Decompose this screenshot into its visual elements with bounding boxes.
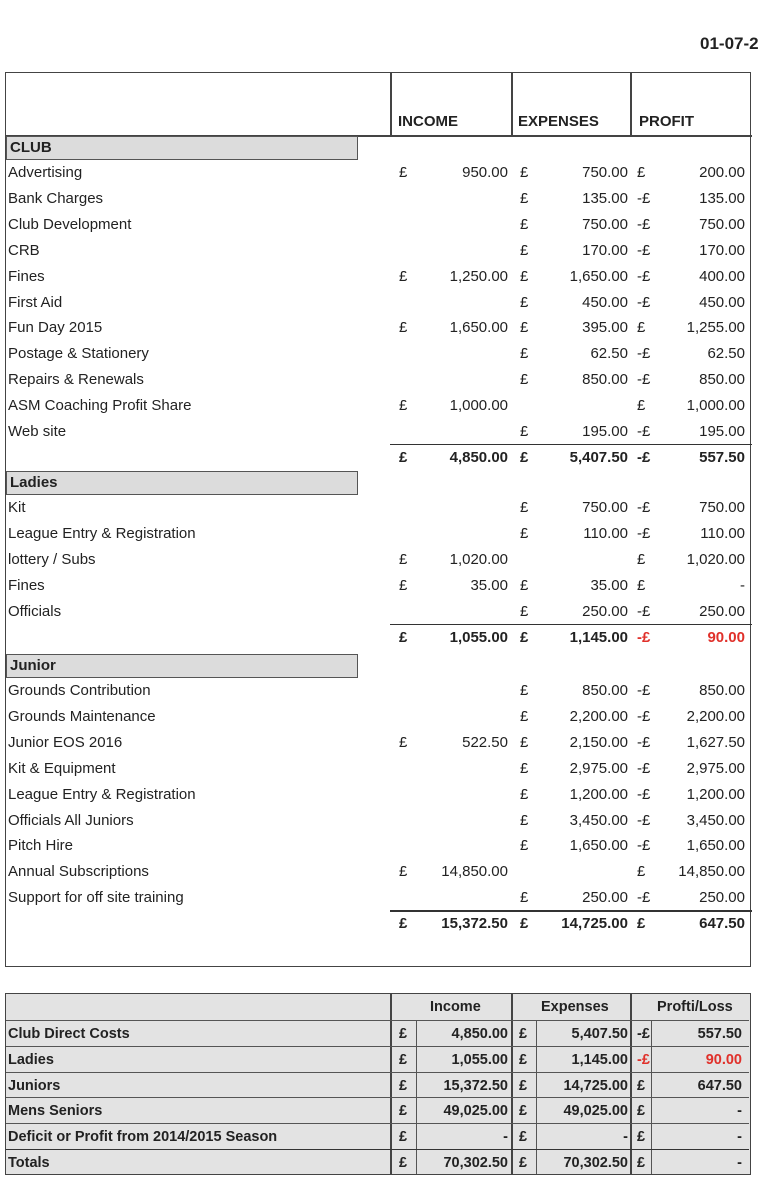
profit-value: 1,020.00: [686, 550, 745, 568]
currency-symbol: £: [399, 397, 408, 415]
profit-sign: -£: [637, 811, 651, 829]
row-label: Kit & Equipment: [8, 759, 116, 777]
profit-sign: £: [637, 550, 646, 568]
currency-symbol: £: [520, 345, 529, 363]
expense-value: 395.00: [582, 319, 628, 337]
section-header: CLUB: [6, 136, 358, 160]
summary-label: Totals: [8, 1155, 50, 1171]
ledger-row: [6, 704, 752, 729]
summary-income-header: Income: [430, 999, 481, 1015]
profit-sign: £: [637, 915, 646, 933]
currency-symbol: £: [520, 293, 529, 311]
expense-value: 1,650.00: [569, 837, 628, 855]
row-label: Pitch Hire: [8, 837, 74, 855]
header-divider: [630, 73, 632, 136]
expense-value: 170.00: [582, 241, 628, 259]
profit-value: 2,200.00: [686, 707, 745, 725]
profit-value: 850.00: [699, 371, 745, 389]
profit-sign: -£: [637, 733, 651, 751]
profit-header: PROFIT: [639, 113, 694, 130]
row-label: Repairs & Renewals: [8, 371, 144, 389]
expense-value: 35.00: [590, 576, 628, 594]
profit-value: 14,850.00: [678, 863, 745, 881]
ledger-row: [6, 160, 752, 185]
summary-income: 70,302.50: [443, 1155, 508, 1171]
currency-symbol: £: [520, 524, 529, 542]
profit-value: 62.50: [707, 345, 745, 363]
profit-value: 110.00: [700, 524, 745, 542]
row-label: Grounds Contribution: [8, 682, 151, 699]
ledger-row: [6, 547, 752, 572]
ledger-row: [6, 521, 752, 546]
profit-sign: -£: [637, 215, 651, 233]
ledger-row: [6, 756, 752, 781]
summary-label: Club Direct Costs: [8, 1026, 130, 1042]
summary-expense: -: [623, 1129, 628, 1146]
profit-value: 2,975.00: [686, 759, 745, 777]
ledger-row: [6, 573, 752, 598]
summary-row: [6, 1123, 749, 1149]
profit-value: 3,450.00: [686, 811, 745, 829]
header-divider: [511, 73, 513, 136]
profit-value: 135.00: [699, 189, 745, 207]
total-row: [6, 911, 752, 936]
expense-value: 1,650.00: [569, 267, 628, 285]
summary-expense: 14,725.00: [563, 1077, 628, 1094]
currency-symbol: £: [399, 863, 408, 881]
profit-sign: £: [637, 1129, 646, 1146]
summary-income: 15,372.50: [443, 1077, 508, 1094]
profit-value: 1,627.50: [686, 733, 745, 751]
profit-sign: -£: [637, 682, 651, 699]
expense-value: 2,200.00: [569, 707, 628, 725]
summary-profit: -: [737, 1129, 742, 1146]
summary-profit-header: Profti/Loss: [657, 999, 733, 1015]
expense-total: 14,725.00: [561, 915, 628, 933]
income-value: 950.00: [462, 164, 508, 181]
ledger-row: [6, 419, 752, 444]
profit-value: 750.00: [699, 499, 745, 516]
row-label: Officials All Juniors: [8, 811, 134, 829]
ledger-row: [6, 393, 752, 418]
row-label: League Entry & Registration: [8, 524, 196, 542]
expense-total: 1,145.00: [569, 628, 628, 646]
income-header: INCOME: [398, 113, 458, 130]
summary-income: 1,055.00: [451, 1051, 508, 1068]
section-header: Junior: [6, 654, 358, 678]
profit-sign: -£: [637, 889, 651, 907]
currency-symbol: £: [520, 241, 529, 259]
expense-value: 3,450.00: [569, 811, 628, 829]
currency-symbol: £: [519, 1051, 528, 1068]
currency-symbol: £: [399, 1077, 408, 1094]
profit-value: 250.00: [699, 889, 745, 907]
profit-value: 250.00: [699, 602, 745, 620]
row-label: Bank Charges: [8, 189, 104, 207]
currency-symbol: £: [520, 319, 529, 337]
profit-sign: -£: [637, 448, 651, 466]
summary-profit: 647.50: [697, 1077, 742, 1094]
currency-symbol: £: [520, 733, 529, 751]
income-value: 14,850.00: [441, 863, 508, 881]
expense-value: 750.00: [582, 499, 628, 516]
currency-symbol: £: [520, 448, 529, 466]
currency-symbol: £: [520, 423, 529, 440]
summary-expense: 49,025.00: [563, 1103, 628, 1120]
profit-sign: £: [637, 1155, 646, 1171]
currency-symbol: £: [520, 215, 529, 233]
currency-symbol: £: [399, 1129, 408, 1146]
summary-total-row: [6, 1149, 749, 1175]
profit-sign: -£: [637, 371, 651, 389]
currency-symbol: £: [520, 499, 529, 516]
profit-total: 557.50: [699, 448, 745, 466]
ledger-row: [6, 212, 752, 237]
row-label: Fines: [8, 267, 45, 285]
income-value: 1,000.00: [449, 397, 508, 415]
section-header: Ladies: [6, 471, 358, 495]
ledger-row: [6, 367, 752, 392]
expense-value: 850.00: [582, 371, 628, 389]
income-value: 522.50: [462, 733, 508, 751]
profit-value: 1,650.00: [686, 837, 745, 855]
currency-symbol: £: [519, 1103, 528, 1120]
income-total: 1,055.00: [449, 628, 508, 646]
currency-symbol: £: [399, 1103, 408, 1120]
profit-sign: £: [637, 1077, 646, 1094]
summary-expenses-header: Expenses: [541, 999, 609, 1015]
currency-symbol: £: [519, 1026, 528, 1042]
profit-total: 647.50: [699, 915, 745, 933]
currency-symbol: £: [520, 628, 529, 646]
profit-value: 400.00: [699, 267, 745, 285]
profit-value: -: [740, 576, 745, 594]
currency-symbol: £: [520, 682, 529, 699]
row-label: League Entry & Registration: [8, 785, 196, 803]
currency-symbol: £: [399, 164, 408, 181]
profit-value: 1,255.00: [686, 319, 745, 337]
currency-symbol: £: [519, 1155, 528, 1171]
currency-symbol: £: [399, 267, 408, 285]
profit-value: 450.00: [699, 293, 745, 311]
profit-sign: -£: [637, 267, 651, 285]
ledger-row: [6, 599, 752, 624]
expense-value: 750.00: [582, 164, 628, 181]
currency-symbol: £: [520, 785, 529, 803]
row-label: Grounds Maintenance: [8, 707, 156, 725]
income-total: 4,850.00: [449, 448, 508, 466]
summary-label: Deficit or Profit from 2014/2015 Season: [8, 1129, 278, 1146]
row-label: Junior EOS 2016: [8, 733, 123, 751]
ledger-row: [6, 186, 752, 211]
currency-symbol: £: [399, 915, 408, 933]
currency-symbol: £: [520, 915, 529, 933]
profit-sign: £: [637, 1103, 646, 1120]
profit-sign: £: [637, 164, 646, 181]
currency-symbol: £: [399, 733, 408, 751]
ledger-row: [6, 885, 752, 910]
expense-value: 1,200.00: [569, 785, 628, 803]
summary-table: [5, 993, 751, 1175]
currency-symbol: £: [520, 576, 529, 594]
currency-symbol: £: [520, 267, 529, 285]
summary-row: [6, 1046, 749, 1072]
row-label: Annual Subscriptions: [8, 863, 149, 881]
profit-sign: £: [637, 319, 646, 337]
profit-value: 1,200.00: [686, 785, 745, 803]
ledger-row: [6, 678, 752, 703]
total-row: [6, 445, 752, 470]
profit-sign: -£: [637, 602, 651, 620]
profit-value: 200.00: [699, 164, 745, 181]
income-value: 1,650.00: [449, 319, 508, 337]
profit-sign: -£: [637, 345, 651, 363]
row-label: lottery / Subs: [8, 550, 96, 568]
profit-sign: £: [637, 576, 646, 594]
summary-profit: -: [737, 1103, 742, 1120]
ledger-row: [6, 808, 752, 833]
summary-profit: 90.00: [705, 1051, 742, 1068]
expense-value: 250.00: [582, 602, 628, 620]
expense-value: 195.00: [582, 423, 628, 440]
profit-value: 750.00: [699, 215, 745, 233]
expense-value: 250.00: [582, 889, 628, 907]
currency-symbol: £: [399, 550, 408, 568]
profit-sign: -£: [637, 837, 651, 855]
currency-symbol: £: [399, 1155, 408, 1171]
expense-value: 450.00: [582, 293, 628, 311]
profit-sign: -£: [637, 628, 651, 646]
summary-row: [6, 1020, 749, 1046]
currency-symbol: £: [519, 1129, 528, 1146]
summary-row: [6, 1097, 749, 1123]
currency-symbol: £: [520, 837, 529, 855]
currency-symbol: £: [520, 811, 529, 829]
summary-label: Ladies: [8, 1051, 54, 1068]
currency-symbol: £: [520, 602, 529, 620]
expense-value: 62.50: [590, 345, 628, 363]
ledger-row: [6, 730, 752, 755]
summary-income: -: [503, 1129, 508, 1146]
expense-value: 750.00: [582, 215, 628, 233]
profit-value: 850.00: [699, 682, 745, 699]
row-label: Officials: [8, 602, 62, 620]
profit-value: 170.00: [699, 241, 745, 259]
currency-symbol: £: [399, 448, 408, 466]
expense-value: 850.00: [582, 682, 628, 699]
ledger-row: [6, 859, 752, 884]
profit-value: 195.00: [699, 423, 745, 440]
summary-income: 49,025.00: [443, 1103, 508, 1120]
summary-expense: 1,145.00: [571, 1051, 628, 1068]
profit-sign: -£: [637, 189, 651, 207]
profit-sign: -£: [637, 1051, 650, 1068]
profit-sign: -£: [637, 759, 651, 777]
profit-sign: £: [637, 863, 646, 881]
currency-symbol: £: [520, 759, 529, 777]
ledger-row: [6, 315, 752, 340]
row-label: CRB: [8, 241, 40, 259]
expenses-header: EXPENSES: [518, 113, 599, 130]
profit-sign: -£: [637, 707, 651, 725]
currency-symbol: £: [399, 628, 408, 646]
currency-symbol: £: [520, 189, 529, 207]
profit-total: 90.00: [707, 628, 745, 646]
accounts-sheet: [5, 72, 751, 967]
profit-sign: £: [637, 397, 646, 415]
summary-label: Juniors: [8, 1077, 61, 1094]
expense-value: 135.00: [582, 189, 628, 207]
income-value: 1,020.00: [449, 550, 508, 568]
ledger-row: [6, 341, 752, 366]
currency-symbol: £: [399, 576, 408, 594]
row-label: ASM Coaching Profit Share: [8, 397, 192, 415]
total-row: [6, 625, 752, 650]
currency-symbol: £: [520, 889, 529, 907]
row-label: Support for off site training: [8, 889, 184, 907]
expense-value: 2,150.00: [569, 733, 628, 751]
currency-symbol: £: [399, 319, 408, 337]
profit-sign: -£: [637, 499, 651, 516]
profit-value: 1,000.00: [686, 397, 745, 415]
profit-sign: -£: [637, 785, 651, 803]
row-label: Postage & Stationery: [8, 345, 149, 363]
expense-total: 5,407.50: [569, 448, 628, 466]
profit-sign: -£: [637, 293, 651, 311]
row-label: Fun Day 2015: [8, 319, 103, 337]
summary-income: 4,850.00: [451, 1026, 508, 1042]
header-divider: [390, 73, 392, 136]
expense-value: 110.00: [583, 524, 628, 542]
income-value: 1,250.00: [449, 267, 508, 285]
currency-symbol: £: [520, 371, 529, 389]
report-date: 01-07-2: [700, 34, 759, 53]
summary-expense: 70,302.50: [563, 1155, 628, 1171]
summary-profit: -: [737, 1155, 742, 1171]
expense-value: 2,975.00: [569, 759, 628, 777]
row-label: Web site: [8, 423, 67, 440]
ledger-row: [6, 238, 752, 263]
profit-sign: -£: [637, 524, 651, 542]
profit-sign: -£: [637, 241, 651, 259]
summary-profit: 557.50: [697, 1026, 742, 1042]
ledger-row: [6, 264, 752, 289]
currency-symbol: £: [399, 1026, 408, 1042]
row-label: Club Development: [8, 215, 132, 233]
ledger-row: [6, 495, 752, 520]
currency-symbol: £: [520, 707, 529, 725]
income-value: 35.00: [470, 576, 508, 594]
income-total: 15,372.50: [441, 915, 508, 933]
row-label: First Aid: [8, 293, 63, 311]
summary-row: [6, 1072, 749, 1098]
summary-expense: 5,407.50: [571, 1026, 628, 1042]
ledger-row: [6, 782, 752, 807]
ledger-row: [6, 290, 752, 315]
currency-symbol: £: [519, 1077, 528, 1094]
profit-sign: -£: [637, 1026, 650, 1042]
currency-symbol: £: [520, 164, 529, 181]
profit-sign: -£: [637, 423, 651, 440]
summary-header: [6, 994, 749, 1020]
currency-symbol: £: [399, 1051, 408, 1068]
row-label: Advertising: [8, 164, 83, 181]
row-label: Kit: [8, 499, 26, 516]
row-label: Fines: [8, 576, 45, 594]
summary-label: Mens Seniors: [8, 1103, 103, 1120]
ledger-row: [6, 833, 752, 858]
